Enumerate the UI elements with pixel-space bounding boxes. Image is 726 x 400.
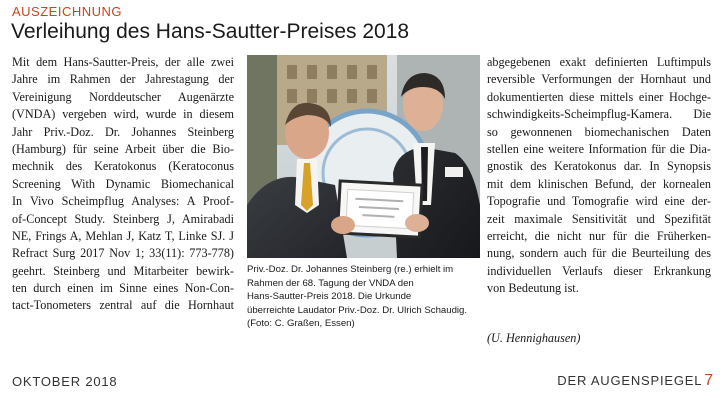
body-line: mit dem klinischen Befund, der kornealen [487,176,711,191]
article-column-right [487,54,711,297]
body-line: Topografie und Tomografie wird eine der- [487,194,711,209]
article-column-left [12,54,234,315]
footer-magazine [557,372,714,390]
article-author: (U. Hennighausen) [487,331,581,345]
body-line: tact-Tonometers zentral auf die Hornhaut [12,298,234,313]
body-line: abgegebenen exakt definierten Luftimpuls [487,55,711,69]
body-line: of-Concept Study. Steinberg J, Amirabadi [12,211,234,226]
body-line: In Vivo Scheimpflug Analyses: A Proof- [12,194,234,209]
award-photo [247,55,480,258]
body-line: Mit dem Hans-Sautter-Preis, der alle zwei [12,55,234,69]
caption-line: Hans-Sautter-Preis 2018. Die Urkunde [247,291,412,303]
magazine-name: DER AUGENSPIEGEL [557,373,703,388]
body-line: individuellen Verlaufs dieser Erkrankung [487,263,711,278]
body-line: ten durch einen im Sinne eines Non-Con- [12,281,234,296]
body-line: geehrt. Steinberg und Mitarbeiter bewirk- [12,263,234,278]
body-line: Jahr Priv.-Doz. Dr. Johannes Steinberg [12,124,234,139]
body-line: gnostik des Keratokonus dar. In Synopsis [487,159,711,174]
caption-line: überreichte Laudator Priv.-Doz. Dr. Ulrich Schaudig. [247,304,468,316]
body-line: von Bedeutung ist. [487,281,579,296]
caption-line: (Foto: C. Graßen, Essen) [247,318,355,330]
body-line: (Hamburg) für seine Arbeit über die Bio- [12,141,234,156]
caption-line: Rahmen der 68. Tagung der VNDA den [247,277,414,289]
body-line: mechnik des Keratokonus (Keratoconus [12,159,234,174]
body-line: erreicht, die nicht nur für die Früherken- [487,228,711,243]
body-line: schwindigkeits-Scheimpflug-Kamera. Die [487,107,711,122]
page-number: 7 [704,372,714,389]
body-line: so gewonnenen biomechanischen Daten [487,124,711,139]
body-line: Screening With Dynamic Biomechanical [12,176,234,191]
body-line: Refract Surg 2017 Nov 1; 33(11): 773-778) [12,246,234,261]
body-line: zeit maximale Sensitivität und Spezifität [487,211,711,226]
body-line: nung, sondern auch für die Beurteilung des [487,246,711,261]
body-line: reversible Verformungen der Hornhaut und [487,72,711,87]
body-line: Vereinigung Norddeutscher Augenärzte [12,89,234,104]
body-line: (VNDA) vergeben wird, wurde in diesem [12,107,234,122]
body-line: dokumentierten diese mittels einer Hochge- [487,89,711,104]
body-line: NE, Frings A, Mehlan J, Katz T, Linke SJ. J [12,228,234,243]
caption-line: Priv.-Doz. Dr. Johannes Steinberg (re.) erhielt im [247,264,454,275]
footer-issue-date: OKTOBER 2018 [12,374,118,389]
body-line: stellen eine weitere Information für die Dia- [487,141,711,156]
body-line: Jahre im Rahmen der Jahrestagung der [12,72,234,87]
kicker: AUSZEICHNUNG [12,4,123,19]
article-headline: Verleihung des Hans-Sautter-Preises 2018 [11,20,410,43]
photo-caption [247,263,485,331]
